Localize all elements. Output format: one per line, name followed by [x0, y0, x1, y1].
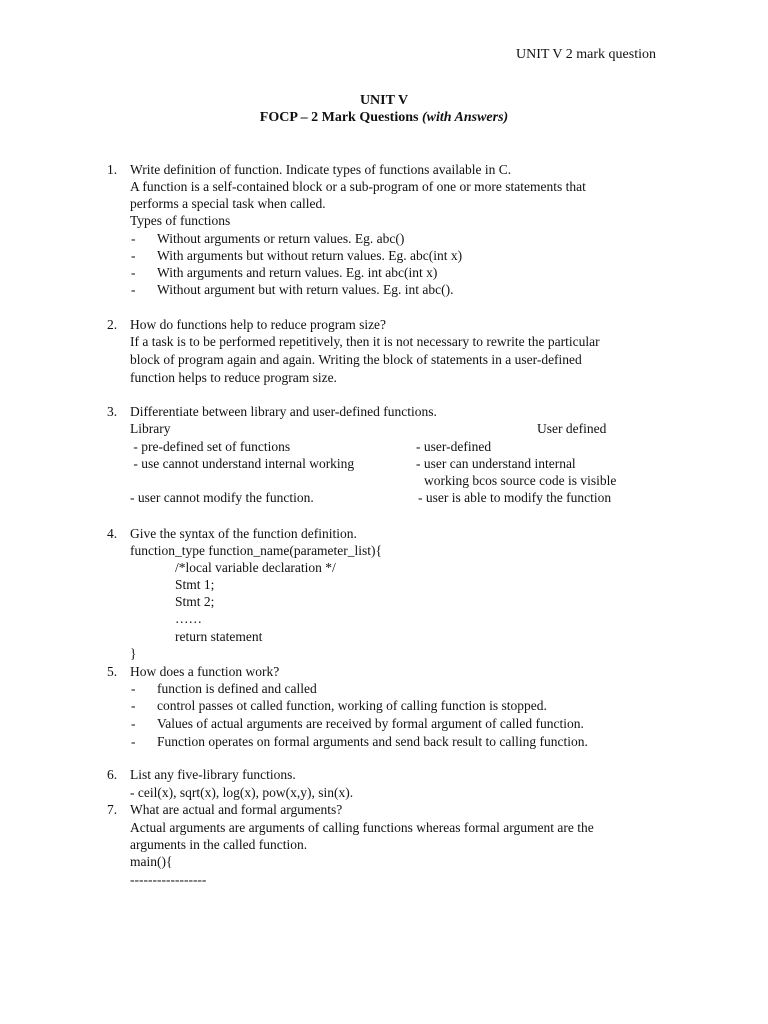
q1-bullet: With arguments and return values. Eg. int abc(int x)	[157, 265, 438, 280]
q1-question: Write definition of function. Indicate types of functions available in C.	[130, 162, 512, 177]
q2-number: 2.	[107, 317, 118, 332]
q3-library-point: - use cannot understand internal working	[130, 456, 355, 471]
subtitle-main: FOCP – 2 Mark Questions	[259, 110, 422, 125]
q3-user-point: - user can understand internal	[416, 456, 576, 471]
q5-question: How does a function work?	[130, 664, 280, 679]
q3-library-point: - pre-defined set of functions	[130, 439, 291, 454]
q2-answer-line: block of program again and again. Writing the block of statements in a user-defined	[130, 352, 582, 367]
q2-answer-line: If a task is to be performed repetitively, then it is not necessary to rewrite the particular	[130, 334, 600, 349]
q3-col-user: User defined	[537, 421, 607, 436]
q5-bullet: Function operates on formal arguments and send back result to calling function.	[157, 734, 588, 749]
q5-bullet: function is defined and called	[157, 681, 317, 696]
bullet-dash: -	[131, 248, 136, 263]
bullet-dash: -	[131, 265, 136, 280]
bullet-dash: -	[131, 282, 136, 297]
bullet-dash: -	[131, 698, 136, 713]
q4-code-line: return statement	[175, 629, 263, 644]
q1-bullet: Without arguments or return values. Eg. abc()	[157, 231, 405, 246]
q1-answer-line: A function is a self-contained block or a sub-program of one or more statements that	[130, 179, 586, 194]
bullet-dash: -	[131, 734, 136, 749]
q7-answer-line: Actual arguments are arguments of calling functions whereas formal argument are the	[130, 820, 594, 835]
q6-answer: - ceil(x), sqrt(x), log(x), pow(x,y), sin(x).	[130, 785, 354, 800]
q3-question: Differentiate between library and user-defined functions.	[130, 404, 437, 419]
q6-number: 6.	[107, 767, 118, 782]
q4-code-line: Stmt 2;	[175, 594, 215, 609]
q3-library-point: - user cannot modify the function.	[130, 490, 314, 505]
q7-question: What are actual and formal arguments?	[130, 802, 343, 817]
q1-number: 1.	[107, 162, 118, 177]
bullet-dash: -	[131, 231, 136, 246]
q2-question: How do functions help to reduce program size?	[130, 317, 387, 332]
subtitle-italic: (with Answers)	[421, 110, 509, 125]
page-header: UNIT V 2 mark question	[516, 47, 656, 62]
q4-code-line: Stmt 1;	[175, 577, 215, 592]
q4-question: Give the syntax of the function definition.	[130, 526, 357, 541]
q2-answer-line: function helps to reduce program size.	[130, 370, 337, 385]
q1-types-heading: Types of functions	[130, 213, 231, 228]
q1-bullet: With arguments but without return values. Eg. abc(int x)	[157, 248, 463, 263]
q3-user-point: - user-defined	[416, 439, 492, 454]
q4-number: 4.	[107, 526, 118, 541]
q7-number: 7.	[107, 802, 118, 817]
q3-col-library: Library	[130, 421, 171, 436]
q4-code-line: ……	[175, 611, 202, 626]
q5-bullet: control passes ot called function, working of calling function is stopped.	[157, 698, 547, 713]
q3-number: 3.	[107, 404, 118, 419]
q4-code-line: /*local variable declaration */	[175, 560, 336, 575]
bullet-dash: -	[131, 716, 136, 731]
q3-user-point: - user is able to modify the function	[418, 490, 612, 505]
q1-bullet: Without argument but with return values. Eg. int abc().	[157, 282, 454, 297]
q3-user-point-cont: working bcos source code is visible	[424, 473, 617, 488]
q6-question: List any five-library functions.	[130, 767, 296, 782]
q7-code-line: main(){	[130, 854, 173, 869]
q7-answer-line: arguments in the called function.	[130, 837, 308, 852]
document-subtitle	[0, 109, 768, 126]
document-title: UNIT V	[359, 93, 409, 108]
bullet-dash: -	[131, 681, 136, 696]
q4-code-line: function_type function_name(parameter_list){	[130, 543, 383, 558]
q5-number: 5.	[107, 664, 118, 679]
q7-code-line: -----------------	[130, 872, 207, 887]
q5-bullet: Values of actual arguments are received by formal argument of called function.	[157, 716, 584, 731]
q1-answer-line: performs a special task when called.	[130, 196, 326, 211]
q4-code-line: }	[130, 646, 137, 661]
